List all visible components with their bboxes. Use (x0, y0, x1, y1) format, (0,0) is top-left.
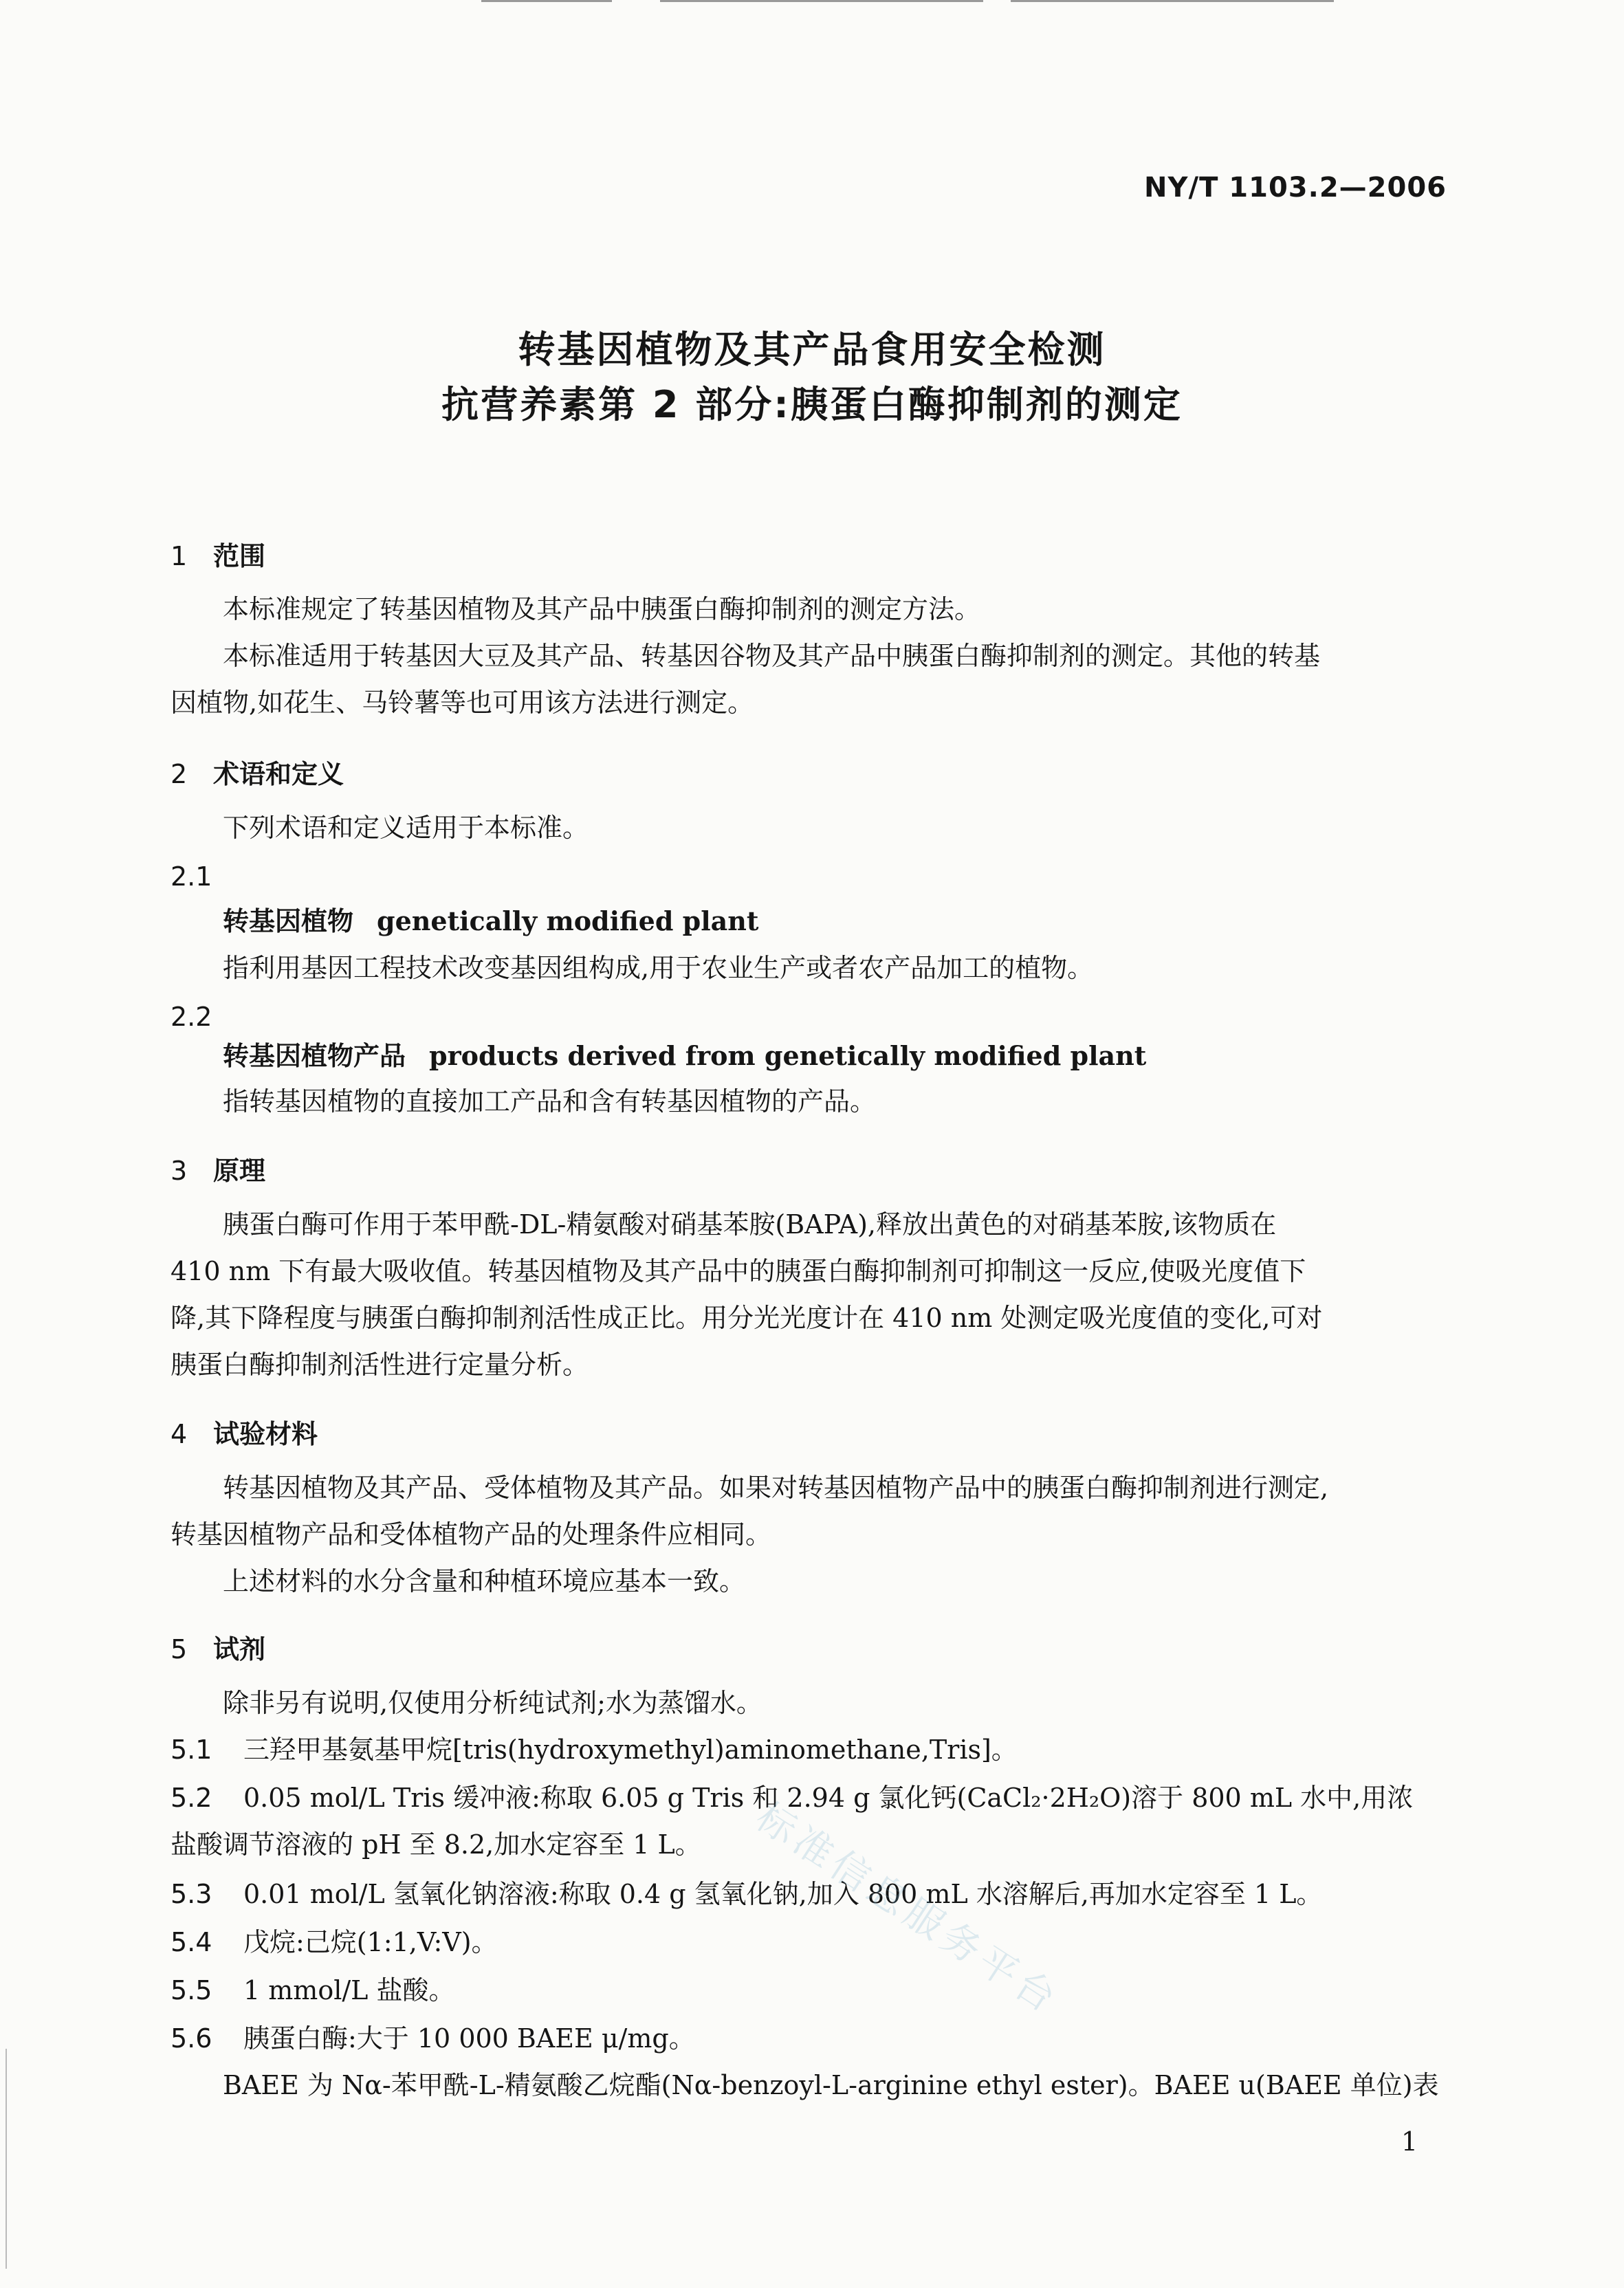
section-1-heading: 1 范围 (171, 541, 266, 571)
reagent-item: 5.1 三羟甲基氨基甲烷[tris(hydroxymethyl)aminomethane,Tris]。 (171, 1735, 1018, 1765)
document-title-line2: 抗营养素第 2 部分:胰蛋白酶抑制剂的测定 (441, 383, 1183, 426)
subsection-number: 2.2 (171, 1002, 212, 1032)
reagent-item: 5.2 0.05 mol/L Tris 缓冲液:称取 6.05 g Tris 和 2.94 g 氯化钙(CaCl₂·2H₂O)溶于 800 mL 水中,用浓 (171, 1783, 1414, 1813)
paragraph: 转基因植物及其产品、受体植物及其产品。如果对转基因植物产品中的胰蛋白酶抑制剂进行测定, (223, 1473, 1329, 1503)
standard-code: NY/T 1103.2—2006 (1144, 172, 1447, 204)
document-title-line1: 转基因植物及其产品食用安全检测 (518, 328, 1106, 371)
term-2-1: 转基因植物 genetically modified plant (223, 905, 759, 936)
top-rule (1011, 0, 1334, 2)
reagent-item: 5.3 0.01 mol/L 氢氧化钠溶液:称取 0.4 g 氢氧化钠,加入 800 mL 水溶解后,再加水定容至 1 L。 (171, 1879, 1323, 1909)
paragraph: 上述材料的水分含量和种植环境应基本一致。 (223, 1566, 746, 1596)
paragraph: 本标准适用于转基因大豆及其产品、转基因谷物及其产品中胰蛋白酶抑制剂的测定。其他的转基 (223, 641, 1321, 671)
paragraph: 因植物,如花生、马铃薯等也可用该方法进行测定。 (171, 688, 754, 718)
paragraph: 胰蛋白酶抑制剂活性进行定量分析。 (171, 1350, 589, 1380)
top-rule (660, 0, 983, 2)
paragraph: 本标准规定了转基因植物及其产品中胰蛋白酶抑制剂的测定方法。 (223, 594, 981, 624)
paragraph: 降,其下降程度与胰蛋白酶抑制剂活性成正比。用分光光度计在 410 nm 处测定吸光度值的变化,可对 (171, 1303, 1323, 1333)
term-2-2: 转基因植物产品 products derived from genetically modified plant (223, 1040, 1147, 1071)
definition: 指利用基因工程技术改变基因组构成,用于农业生产或者农产品加工的植物。 (223, 953, 1094, 983)
scan-edge (6, 2049, 7, 2269)
paragraph: 胰蛋白酶可作用于苯甲酰-DL-精氨酸对硝基苯胺(BAPA),释放出黄色的对硝基苯胺,该物质在 (223, 1209, 1277, 1240)
paragraph: 除非另有说明,仅使用分析纯试剂;水为蒸馏水。 (223, 1688, 762, 1718)
paragraph: 下列术语和定义适用于本标准。 (223, 813, 589, 843)
reagent-item: 5.5 1 mmol/L 盐酸。 (171, 1975, 455, 2005)
reagent-item: 5.4 戊烷:己烷(1:1,V:V)。 (171, 1927, 498, 1957)
section-4-heading: 4 试验材料 (171, 1419, 318, 1449)
watermark: 标准信息服务平台 (748, 1794, 1068, 2024)
reagent-item: 5.6 胰蛋白酶:大于 10 000 BAEE μ/mg。 (171, 2023, 695, 2054)
top-rule (481, 0, 612, 2)
paragraph: 410 nm 下有最大吸收值。转基因植物及其产品中的胰蛋白酶抑制剂可抑制这一反应,使吸光度值下 (171, 1256, 1306, 1286)
section-2-heading: 2 术语和定义 (171, 759, 344, 789)
definition: 指转基因植物的直接加工产品和含有转基因植物的产品。 (223, 1086, 877, 1116)
paragraph: BAEE 为 Nα-苯甲酰-L-精氨酸乙烷酯(Nα-benzoyl-L-arginine ethyl ester)。BAEE u(BAEE 单位)表 (223, 2070, 1439, 2100)
section-3-heading: 3 原理 (171, 1156, 266, 1186)
subsection-number: 2.1 (171, 861, 212, 892)
paragraph: 盐酸调节溶液的 pH 至 8.2,加水定容至 1 L。 (171, 1829, 701, 1860)
page-number: 1 (1401, 2126, 1418, 2157)
paragraph: 转基因植物产品和受体植物产品的处理条件应相同。 (171, 1519, 772, 1550)
section-5-heading: 5 试剂 (171, 1634, 266, 1664)
